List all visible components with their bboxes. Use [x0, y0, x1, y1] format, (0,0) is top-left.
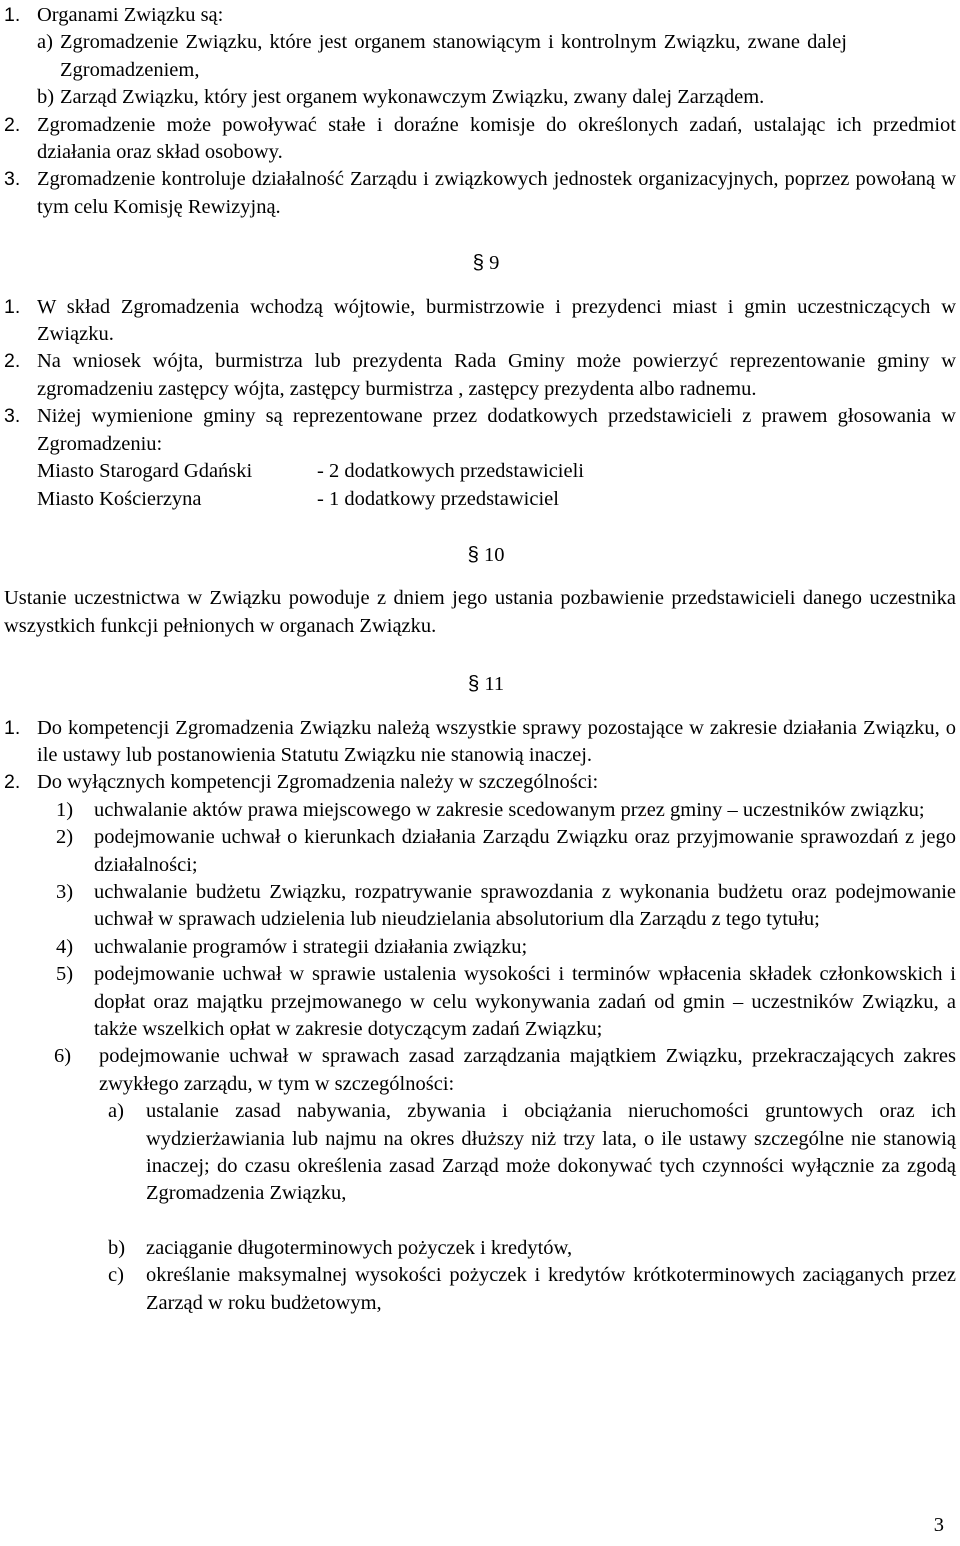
list-item [56, 879, 956, 934]
item-label: b) [37, 86, 55, 109]
item-label: 6) [54, 1045, 72, 1068]
item-text: zaciąganie długoterminowych pożyczek i kredytów, [146, 1236, 573, 1259]
para-text: Organami Związku są: [37, 4, 224, 26]
representatives-table [37, 458, 956, 513]
list-item [56, 934, 956, 961]
item-text: uchwalanie aktów prawa miejscowego w zakresie scedowanym przez gminy – uczestników związku; [94, 798, 925, 821]
sub-list-item [108, 1098, 956, 1208]
para-number: 1. [4, 716, 21, 739]
para-text: Do kompetencji Zgromadzenia Związku należą wszystkie sprawy pozostające w zakresie działania Związku, o ile ustawy lub postanowienia Statutu Związku nie stanowią inaczej. [37, 716, 956, 766]
para-number: 2. [4, 350, 21, 373]
para-text: Na wniosek wójta, burmistrza lub prezydenta Rada Gminy może powierzyć reprezentowanie gminy w zgromadzeniu zastępcy wójta, zastępcy burmistrza , zastępcy prezydenta albo radnemu. [37, 350, 956, 400]
list-item [37, 84, 956, 111]
list-item [56, 797, 956, 824]
item-text: uchwalanie budżetu Związku, rozpatrywanie sprawozdania z wykonania budżetu oraz podejmowanie uchwał w sprawach udzielenia lub nieudzielania absolutorium dla Zarządu z tego tytułu; [94, 880, 956, 931]
section-number: 11 [484, 673, 505, 696]
para-text: Zgromadzenie może powoływać stałe i doraźne komisje do określonych zadań, ustalając ich przedmiot działania oraz skład osobowy. [37, 113, 956, 164]
para-text: Zgromadzenie kontroluje działalność Zarządu i związkowych jednostek organizacyjnych, poprzez powołaną w tym celu Komisję Rewizyjną. [37, 168, 956, 218]
sec9-para-1 [4, 294, 956, 349]
item-label: 3) [56, 880, 74, 903]
item-label: 2) [56, 826, 74, 849]
section-number: 10 [484, 543, 505, 566]
list-item [37, 29, 956, 84]
item-text: Zgromadzenie Związku, które jest organem stanowiącym i kontrolnym Związku, zwane dalej Zgromadzeniem, [60, 31, 847, 81]
para-number: 3. [4, 405, 21, 428]
list-item [56, 1043, 956, 1098]
item-label: c) [108, 1264, 124, 1287]
section-heading [4, 541, 956, 569]
item-label: 5) [56, 963, 74, 986]
item-text: uchwalanie programów i strategii działania związku; [94, 935, 528, 958]
item-text: podejmowanie uchwał w sprawach zasad zarządzania majątkiem Związku, przekraczających zakres zwykłego zarządu, w tym w szczególności: [99, 1045, 956, 1095]
section-sign: § [472, 251, 485, 275]
item-text: ustalanie zasad nabywania, zbywania i obciążania nieruchomości gruntowych oraz ich wydzierżawiania lub najmu na okres dłuższy niż trzy lata, o ile ustawy szczególne nie stanowią inaczej; do czasu określenia zasad Zarząd może dokonywać tych czynności wyłącznie za zgodą Zgromadzenia Związku, [146, 1100, 956, 1205]
sec8-para-2 [4, 112, 956, 167]
section-number: 9 [489, 252, 500, 275]
list-item [56, 961, 956, 1043]
item-text: Zarząd Związku, który jest organem wykonawczym Związku, zwany dalej Zarządem. [60, 86, 765, 109]
table-cell-value: - 2 dodatkowych przedstawicieli [317, 460, 584, 483]
para-number: 3. [4, 168, 21, 191]
table-cell-name: Miasto Kościerzyna [37, 487, 202, 510]
para-text: Niżej wymienione gminy są reprezentowane przez dodatkowych przedstawicieli z prawem głosowania w Zgromadzeniu: [37, 405, 956, 455]
item-label: a) [37, 31, 53, 54]
table-cell-value: - 1 dodatkowy przedstawiciel [317, 487, 559, 510]
sec8-para-3 [4, 166, 956, 221]
para-text: Do wyłącznych kompetencji Zgromadzenia należy w szczególności: [37, 771, 599, 794]
item-label: b) [108, 1236, 126, 1259]
list-item [56, 824, 956, 879]
section-sign: § [467, 542, 479, 566]
para-text: W skład Zgromadzenia wchodzą wójtowie, burmistrzowie i prezydenci miast i gmin uczestniczących w Związku. [37, 295, 956, 346]
item-label: 1) [56, 798, 74, 821]
item-label: a) [108, 1100, 124, 1123]
sub-list-item [108, 1262, 956, 1317]
para-number: 2. [4, 113, 21, 136]
sec11-para-1 [4, 715, 956, 770]
sec9-para-2 [4, 348, 956, 403]
table-cell-name: Miasto Starogard Gdański [37, 460, 253, 483]
sec8-para-1 [4, 2, 956, 112]
para-number: 1. [4, 295, 21, 318]
item-text: podejmowanie uchwał o kierunkach działania Zarządu Związku oraz przyjmowanie sprawozdań z jego działalności; [94, 826, 956, 876]
item-text: określanie maksymalnej wysokości pożyczek i kredytów krótkoterminowych zaciąganych przez Zarząd w roku budżetowym, [146, 1264, 956, 1314]
sec10-para: Ustanie uczestnictwa w Związku powoduje z dniem jego ustania pozbawienie przedstawicieli danego uczestnika wszystkich funkcji pełnionych w organach Związku. [4, 587, 956, 637]
section-heading [4, 249, 956, 277]
sec11-para-2 [4, 769, 956, 1317]
sec9-para-3 [4, 403, 956, 513]
section-sign: § [467, 672, 480, 696]
item-label: 4) [56, 935, 74, 958]
para-number: 1. [4, 4, 21, 26]
item-text: podejmowanie uchwał w sprawie ustalenia wysokości i terminów wpłacenia składek członkowskich i dopłat oraz majątku przejmowanego w celu wykonywania zadań od gmin – uczestników Związku, a także wszelkich opłat w zakresie dotyczącym zadań Związku; [94, 963, 956, 1040]
page-number: 3 [933, 1514, 944, 1536]
section-heading [4, 670, 956, 698]
para-number: 2. [4, 771, 21, 794]
sub-list-item [108, 1235, 956, 1262]
